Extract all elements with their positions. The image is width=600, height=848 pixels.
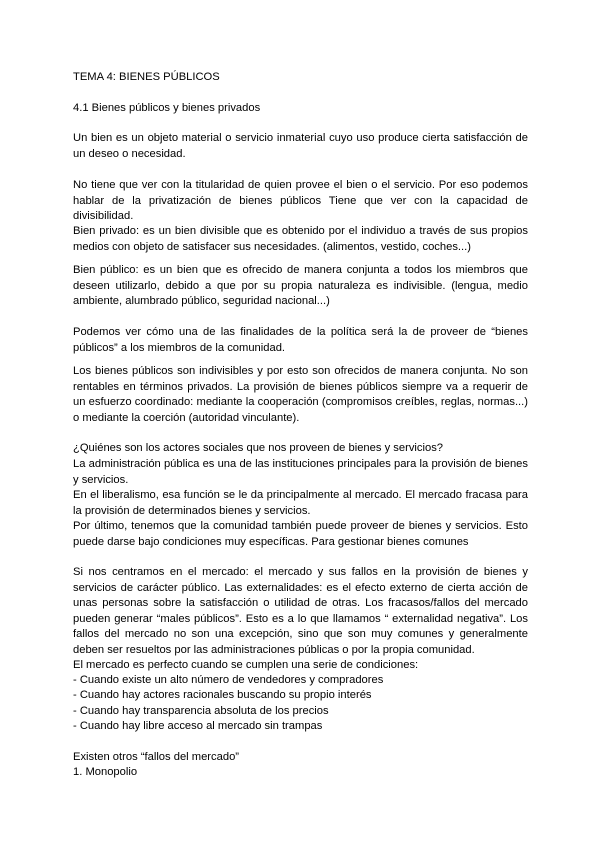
failure-item: 1. Monopolio [73, 766, 138, 778]
conditions-intro: El mercado es perfecto cuando se cumplen una serie de condiciones: [73, 659, 419, 671]
condition-item: - Cuando existe un alto número de vendedores y compradores [73, 674, 384, 686]
section-heading: 4.1 Bienes públicos y bienes privados [73, 102, 261, 114]
question-heading: ¿Quiénes son los actores sociales que nos proveen de bienes y servicios? [73, 442, 444, 454]
condition-item: - Cuando hay transparencia absoluta de los precios [73, 705, 329, 717]
paragraph-market-failures: Si nos centramos en el mercado: el mercado y sus fallos en la provisión de bienes y servicios de carácter público. Las externalidades: es el efecto externo de cierta acción de unas personas sobre la satisfacción o utilidad de otras. Los fracasos/fallos del mercado pueden generar “males públicos”. Esto es a lo que llamamos “ externalidad negativa”. Los fallos del mercado no son una excepción, sino que son muy comunes y generalmente deben ser resueltos por las administraciones públicas o por la propia comunidad. [73, 566, 528, 656]
answer-community: Por último, tenemos que la comunidad también puede proveer de bienes y servicios. Esto puede darse bajo condiciones muy específicas. Para gestionar bienes comunes [73, 520, 528, 548]
paragraph-private-good: Bien privado: es un bien divisible que es obtenido por el individuo a través de sus propios medios con objeto de satisfacer sus necesidades. (alimentos, vestido, coches...) [73, 225, 528, 253]
paragraph-divisibility: No tiene que ver con la titularidad de quien provee el bien o el servicio. Por eso podemos hablar de la privatización de bienes públicos Tiene que ver con la capacidad de divisibilidad. [73, 179, 528, 222]
condition-item: - Cuando hay actores racionales buscando su propio interés [73, 689, 372, 701]
paragraph-indivisible: Los bienes públicos son indivisibles y por esto son ofrecidos de manera conjunta. No son rentables en términos privados. La provisión de bienes públicos siempre va a requerir de un esfuerzo coordinado: mediante la cooperación (compromisos creíbles, reglas, normas...) o mediante la coerción (autoridad vinculante). [73, 365, 528, 424]
paragraph-politics: Podemos ver cómo una de las finalidades de la política será la de proveer de “bienes públicos” a los miembros de la comunidad. [73, 326, 528, 354]
paragraph-public-good: Bien público: es un bien que es ofrecido de manera conjunta a todos los miembros que deseen utilizarlo, debido a que por su propia naturaleza es indivisible. (lengua, medio ambiente, alumbrado público, seguridad nacional...) [73, 264, 528, 307]
paragraph-definition: Un bien es un objeto material o servicio inmaterial cuyo uso produce cierta satisfacción de un deseo o necesidad. [73, 132, 528, 160]
failures-intro: Existen otros “fallos del mercado” [73, 751, 240, 763]
document-title: TEMA 4: BIENES PÚBLICOS [73, 71, 220, 83]
answer-administration: La administración pública es una de las instituciones principales para la provisión de bienes y servicios. [73, 458, 528, 486]
condition-item: - Cuando hay libre acceso al mercado sin trampas [73, 720, 323, 732]
answer-market: En el liberalismo, esa función se le da principalmente al mercado. El mercado fracasa para la provisión de determinados bienes y servicios. [73, 489, 528, 517]
